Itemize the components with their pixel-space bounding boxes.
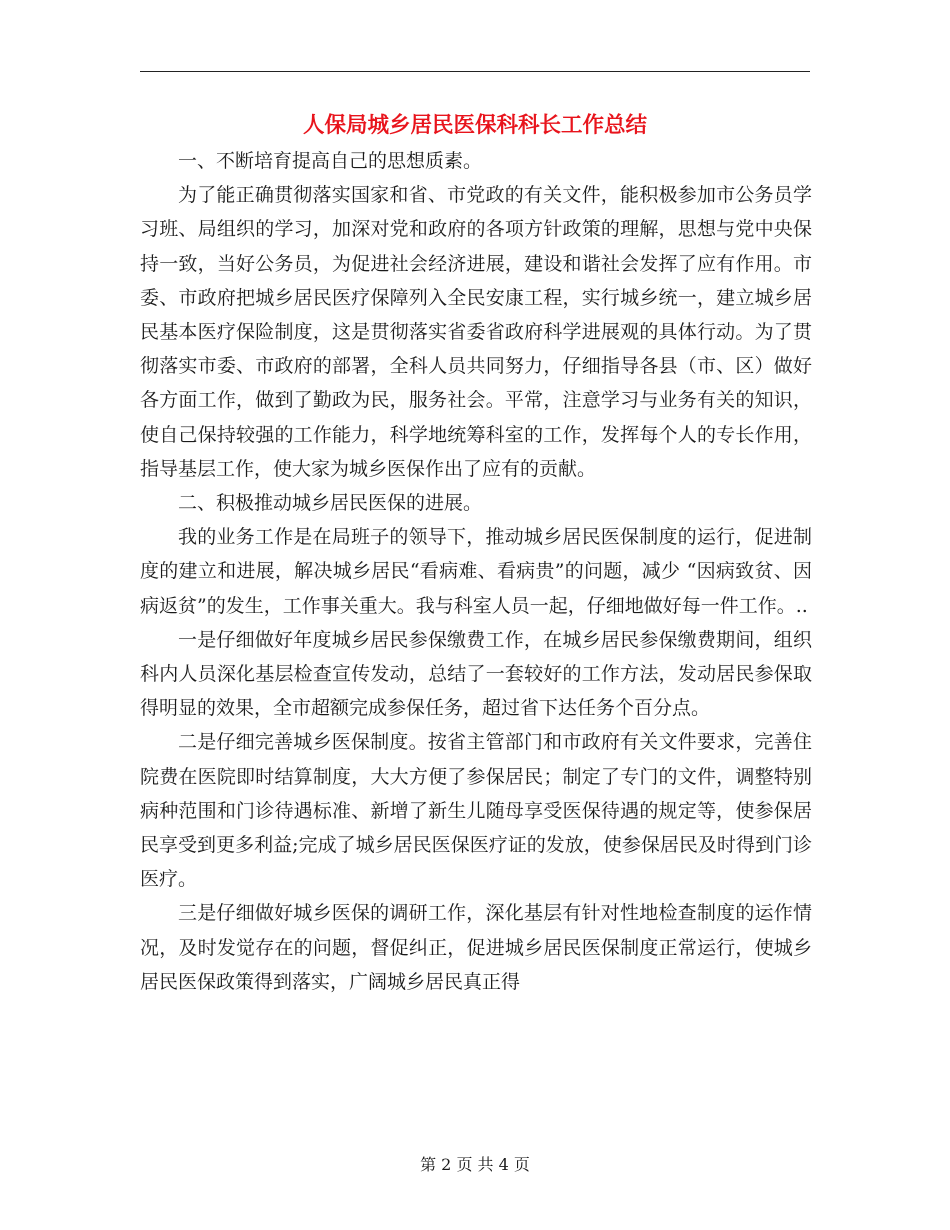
- section-heading-1: 一、不断培育提高自己的思想质素。: [178, 150, 483, 172]
- page-number-footer: 第 2 页 共 4 页: [420, 1155, 530, 1174]
- section-heading-2: 二、积极推动城乡居民医保的进展。: [178, 492, 483, 515]
- paragraph: 二是仔细完善城乡医保制度。按省主管部门和市政府有关文件要求，完善住院费在医院即时结算制度，大大方便了参保居民；制定了专门的文件，调整特别病种范围和门诊待遇标准、新增了新生儿随母享受医保待遇的规定等，使参保居民享受到更多利益;完成了城乡居民医保医疗证的发放，使参保居民及时得到门诊医疗。: [140, 731, 812, 891]
- paragraph: 三是仔细做好城乡医保的调研工作，深化基层有针对性地检查制度的运作情况，及时发觉存在的问题，督促纠正，促进城乡居民医保制度正常运行，使城乡居民医保政策得到落实，广阔城乡居民真正得: [140, 902, 812, 993]
- paragraph: 为了能正确贯彻落实国家和省、市党政的有关文件，能积极参加市公务员学习班、局组织的学习，加深对党和政府的各项方针政策的理解，思想与党中央保持一致，当好公务员，为促进社会经济进展，建设和谐社会发挥了应有作用。市委、市政府把城乡居民医疗保障列入全民安康工程，实行城乡统一，建立城乡居民基本医疗保险制度，这是贯彻落实省委省政府科学进展观的具体行动。为了贯彻落实市委、市政府的部署，全科人员共同努力，仔细指导各县（市、区）做好各方面工作，做到了勤政为民，服务社会。平常，注意学习与业务有关的知识，使自己保持较强的工作能力，科学地统筹科室的工作，发挥每个人的专长作用，指导基层工作，使大家为城乡医保作出了应有的贡献。: [140, 184, 812, 480]
- paragraph: 一是仔细做好年度城乡居民参保缴费工作，在城乡居民参保缴费期间，组织科内人员深化基层检查宣传发动，总结了一套较好的工作方法，发动居民参保取得明显的效果，全市超额完成参保任务，超过省下达任务个百分点。: [140, 628, 812, 720]
- paragraph: 我的业务工作是在局班子的领导下，推动城乡居民医保制度的运行，促进制度的建立和进展，解决城乡居民“看病难、看病贵”的问题，减少 “因病致贫、因病返贫”的发生，工作事关重大。我与科室人员一起，仔细地做好每一件工作。..: [140, 526, 812, 617]
- header-rule: [140, 71, 810, 72]
- document-title: 人保局城乡居民医保科科长工作总结: [302, 113, 647, 138]
- document-body: [140, 144, 812, 999]
